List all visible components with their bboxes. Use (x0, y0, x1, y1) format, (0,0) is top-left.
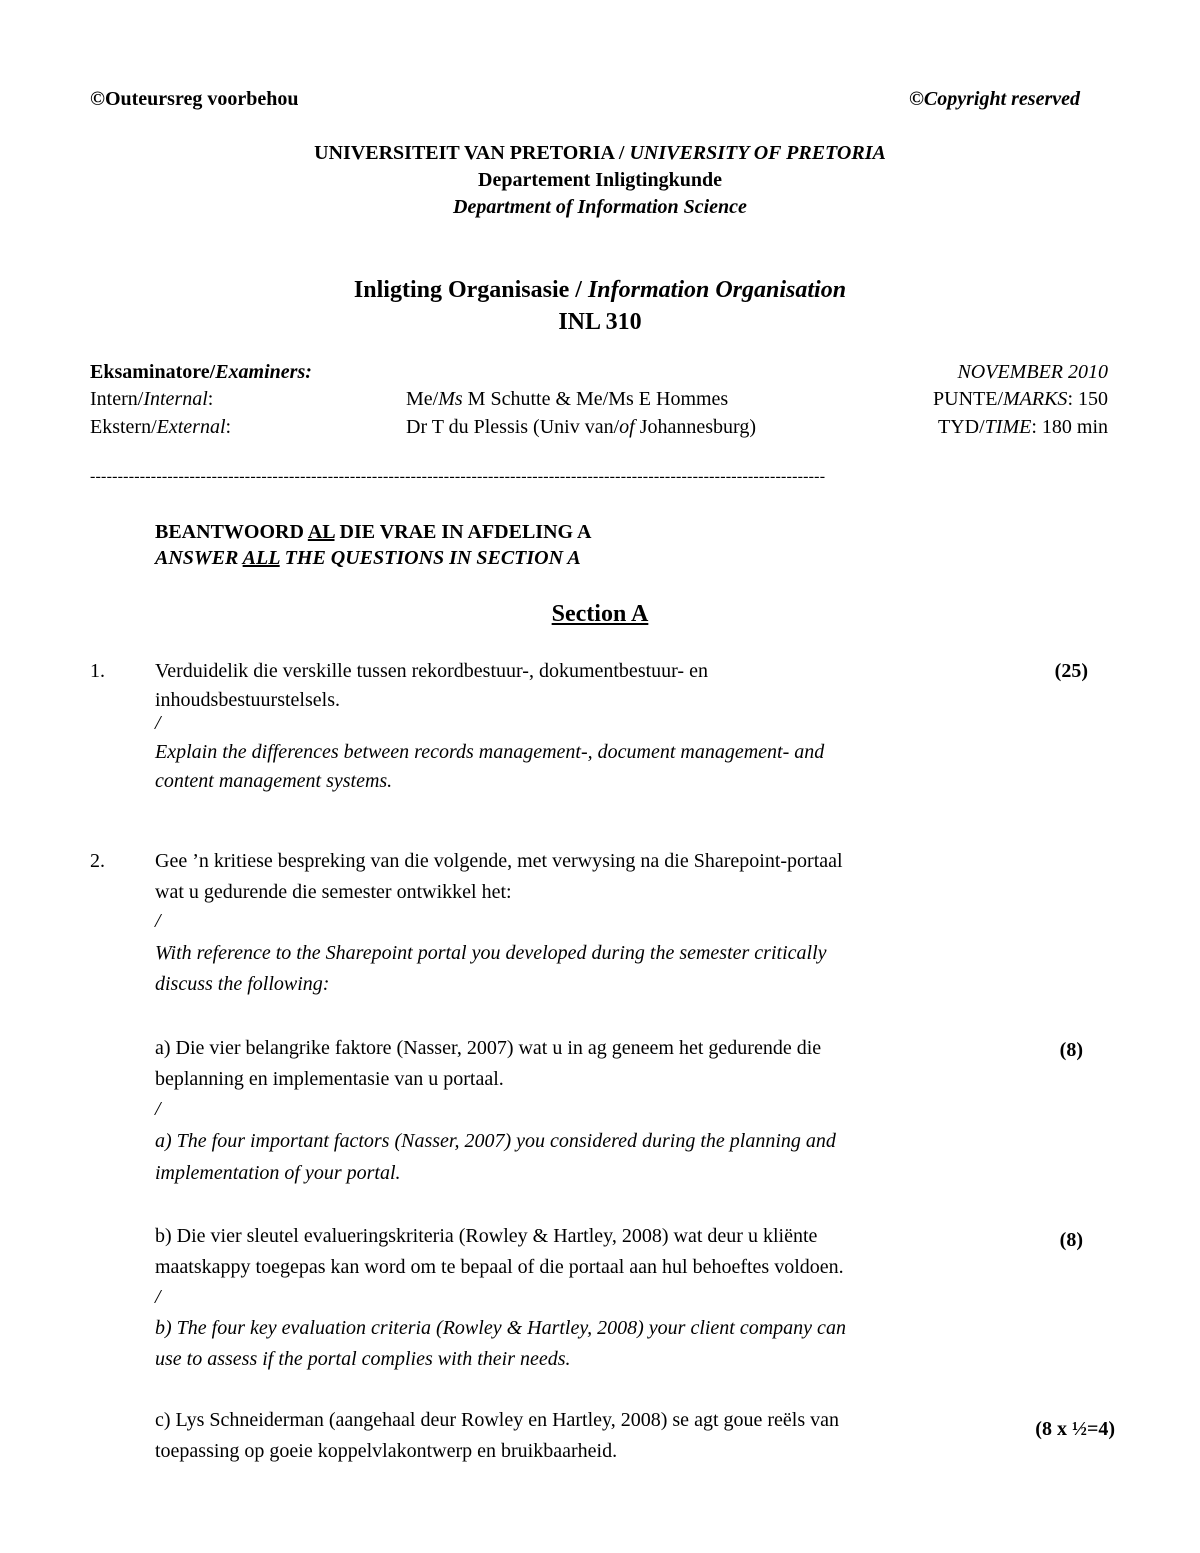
instruction-af (155, 520, 591, 544)
department-af: Departement Inligtingkunde (478, 169, 722, 191)
instruction-af-emph: AL (307, 521, 335, 543)
question-2b-en-line1: b) The four key evaluation criteria (Rowley & Hartley, 2008) your client company can (155, 1317, 846, 1339)
exam-time-value: : 180 min (1031, 416, 1108, 438)
university-name (0, 141, 1200, 165)
question-1-en-line1: Explain the differences between records management-, document management- and (155, 741, 825, 763)
question-2-en-line1: With reference to the Sharepoint portal you developed during the semester critically (155, 942, 827, 964)
question-2a-en-line1: a) The four important factors (Nasser, 2007) you considered during the planning and (155, 1130, 836, 1152)
question-2b-slash: / (155, 1286, 161, 1308)
question-2-slash: / (155, 910, 161, 932)
internal-examiners (406, 387, 728, 411)
internal-examiners-p1: Me/ (406, 388, 439, 410)
instruction-en-pre: ANSWER (155, 547, 243, 569)
question-1-af-line2: inhoudsbestuurstelsels. (155, 689, 340, 711)
question-2-number: 2. (90, 850, 105, 872)
course-code: INL 310 (558, 309, 642, 335)
internal-label-en: Internal (143, 388, 208, 410)
course-title-af: Inligting Organisasie / (353, 277, 588, 303)
total-marks-label-af: PUNTE/ (933, 388, 1003, 410)
question-1-marks: (25) (1054, 660, 1088, 682)
instruction-af-pre: BEANTWOORD (155, 521, 308, 543)
external-label-en: External (156, 416, 226, 438)
course-title-en: Information Organisation (587, 277, 847, 303)
question-1-slash: / (155, 712, 161, 734)
question-2c-af-line2: toepassing op goeie koppelvlakontwerp en bruikbaarheid. (155, 1440, 618, 1462)
university-name-en: UNIVERSITY OF PRETORIA (629, 142, 886, 164)
copyright-en: ©Copyright reserved (908, 88, 1080, 110)
question-1-af-line1: Verduidelik die verskille tussen rekordbestuur-, dokumentbestuur- en (155, 660, 708, 682)
question-2a-slash: / (155, 1098, 161, 1120)
exam-time (800, 415, 1108, 439)
question-1-number: 1. (90, 660, 105, 682)
copyright-af: ©Outeursreg voorbehou (90, 88, 299, 110)
question-2-en-line2: discuss the following: (155, 973, 330, 995)
external-label-af: Ekstern/ (90, 416, 157, 438)
question-2c-marks: (8 x ½=4) (1035, 1418, 1115, 1440)
question-2a-af-line2: beplanning en implementasie van u portaal. (155, 1068, 504, 1090)
question-2a-en-line2: implementation of your portal. (155, 1162, 401, 1184)
external-examiner-p2: of (619, 416, 635, 438)
internal-examiners-p3: M Schutte & Me/Ms E Hommes (462, 388, 729, 410)
external-examiner-p3: Johannesburg) (634, 416, 756, 438)
examiners-heading (90, 360, 312, 384)
external-label-colon: : (225, 416, 232, 438)
total-marks-label-en: MARKS (1003, 388, 1068, 410)
exam-time-label-en: TIME (984, 416, 1032, 438)
internal-examiners-p2: Ms (438, 388, 463, 410)
department-en: Department of Information Science (453, 196, 747, 218)
dashed-divider: ------------------------------------------------------------------------------------------------------------------------------------- (90, 468, 826, 485)
question-1-en-line2: content management systems. (155, 770, 393, 792)
exam-date: NOVEMBER 2010 (957, 361, 1108, 383)
course-title (0, 276, 1200, 304)
instruction-en (155, 546, 581, 570)
instruction-en-post: THE QUESTIONS IN SECTION A (279, 547, 581, 569)
examiners-heading-af: Eksaminatore/ (90, 361, 216, 383)
question-2a-af-line1: a) Die vier belangrike faktore (Nasser, 2007) wat u in ag geneem het gedurende die (155, 1037, 822, 1059)
exam-time-label-af: TYD/ (937, 416, 985, 438)
question-2a-marks: (8) (1059, 1039, 1083, 1061)
university-name-af: UNIVERSITEIT VAN PRETORIA / (314, 142, 630, 164)
question-2-af-line2: wat u gedurende die semester ontwikkel het: (155, 881, 512, 903)
question-2b-en-line2: use to assess if the portal complies with their needs. (155, 1348, 571, 1370)
examiners-heading-en: Examiners: (215, 361, 312, 383)
external-examiner-p1: Dr T du Plessis (Univ van/ (406, 416, 620, 438)
section-title: Section A (551, 601, 649, 627)
internal-label (90, 387, 213, 411)
question-2b-af-line2: maatskappy toegepas kan word om te bepaal of die portaal aan hul behoeftes voldoen. (155, 1256, 844, 1278)
external-label (90, 415, 231, 439)
instruction-af-post: DIE VRAE IN AFDELING A (334, 521, 592, 543)
instruction-en-emph: ALL (242, 547, 280, 569)
internal-label-colon: : (207, 388, 214, 410)
external-examiner (406, 415, 756, 439)
question-2b-marks: (8) (1059, 1229, 1083, 1251)
total-marks (800, 387, 1108, 411)
total-marks-value: : 150 (1067, 388, 1108, 410)
question-2b-af-line1: b) Die vier sleutel evalueringskriteria (Rowley & Hartley, 2008) wat deur u kliënte (155, 1225, 818, 1247)
question-2-af-line1: Gee ’n kritiese bespreking van die volgende, met verwysing na die Sharepoint-portaal (155, 850, 843, 872)
internal-label-af: Intern/ (90, 388, 144, 410)
question-2c-af-line1: c) Lys Schneiderman (aangehaal deur Rowley en Hartley, 2008) se agt goue reëls van (155, 1409, 840, 1431)
